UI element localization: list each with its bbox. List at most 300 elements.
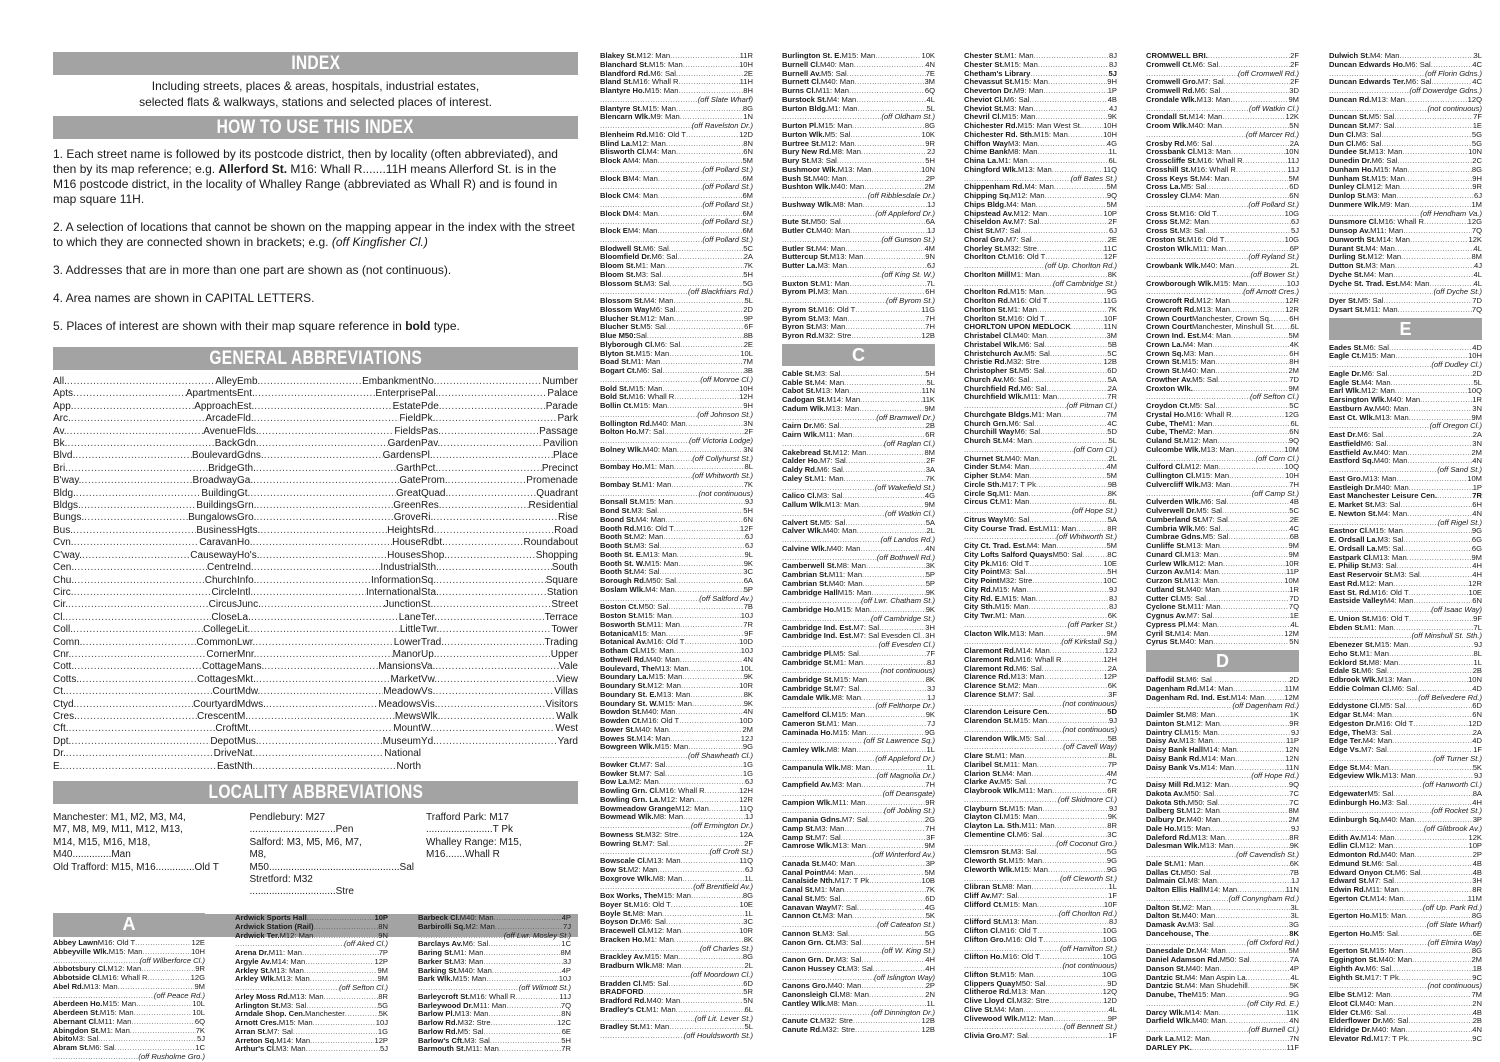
entry-name: Bury New Rd. <box>782 147 832 157</box>
dot-leader <box>1034 420 1107 429</box>
entry-locality: M12: Man <box>107 964 142 974</box>
entry-locality: M6: Sal <box>1361 368 1388 378</box>
abbreviation-value: Upper <box>550 648 578 660</box>
entry-locality: M6: Sal <box>643 243 669 253</box>
entry-map-ref: 12M <box>1284 692 1299 702</box>
entry-map-ref: 9M <box>924 841 935 851</box>
entry-name: Churchfield Rd. <box>964 383 1021 393</box>
entry-locality: M6: Sal <box>1200 497 1227 507</box>
abbreviation-row <box>53 488 237 500</box>
entry-locality: M16: Old T <box>636 523 674 533</box>
entry-map-ref: 8J <box>1108 917 1117 927</box>
dot-leader <box>863 253 925 262</box>
dot-leader <box>1399 886 1472 895</box>
entry-locality: M14: Man <box>1188 112 1223 122</box>
entry-name: Chiseldon Av. <box>964 217 1014 227</box>
entry-locality: M8: Man <box>1368 657 1399 667</box>
dot-leader <box>74 562 207 574</box>
dot-leader <box>1043 87 1107 96</box>
entry-locality: M16: Whall R <box>1190 164 1236 174</box>
entry-map-ref: 2F <box>1290 59 1299 69</box>
abbreviation-key: Cott. <box>53 661 75 673</box>
abbreviation-row <box>421 637 578 649</box>
entry-map-ref: 1B <box>1472 963 1482 973</box>
dot-leader <box>488 1010 561 1019</box>
index-subnote-text: (off Oxford Rd.) <box>1246 937 1299 947</box>
index-column-blakey <box>600 52 753 1041</box>
entry-map-ref: 12K <box>1468 832 1482 842</box>
entry-name: Barleycroft St. <box>418 991 470 1001</box>
entry-name: Booth St. <box>600 541 634 550</box>
dot-leader <box>433 723 556 735</box>
dot-leader <box>439 562 552 574</box>
entry-name: Burlington St. E. <box>782 51 842 60</box>
abbreviation-row <box>237 537 421 549</box>
entry-locality: M11: Man <box>1192 243 1227 253</box>
dot-leader <box>1413 720 1468 729</box>
entry-name: Burnell Cl. <box>782 59 820 69</box>
dot-leader <box>1045 980 1107 989</box>
dot-leader <box>437 649 551 661</box>
entry-name: Burton Bldg. <box>782 103 828 113</box>
dot-leader <box>67 426 204 438</box>
abbreviation-row <box>237 736 421 748</box>
dot-leader <box>679 717 739 726</box>
entry-name: Blind La. <box>600 138 633 148</box>
entry-map-ref: 10G <box>1284 208 1299 218</box>
abbreviation-row <box>53 661 237 673</box>
abbreviation-key: Pal. <box>421 388 439 400</box>
entry-name: Cheviot St. <box>964 103 1004 113</box>
entry-name: Eastside Valley <box>1329 596 1384 606</box>
entry-name: Eddystone Cl. <box>1329 701 1380 711</box>
entry-locality: M5: Sal <box>1192 374 1218 384</box>
entry-name: Blandford Rd. <box>600 68 651 78</box>
dot-leader <box>448 488 536 500</box>
entry-name: Croston Wlk. <box>1146 243 1193 253</box>
entry-name: Crosshill St. <box>1146 164 1191 174</box>
entry-name: Dyche St. <box>1329 269 1364 279</box>
dot-leader <box>1381 131 1472 140</box>
entry-name: Dakota Av. <box>1146 788 1185 798</box>
entry-map-ref: 7M <box>742 357 753 367</box>
entry-map-ref: 10M <box>1284 444 1299 454</box>
entry-map-ref: 2L <box>1290 261 1299 270</box>
entry-locality: M11: Man <box>828 570 863 579</box>
entry-name: Cantley Wlk. <box>782 998 828 1008</box>
entry-map-ref: 11Q <box>739 803 753 813</box>
abbreviation-key: Dpt. <box>53 735 72 747</box>
abbreviation-value: Residential <box>528 500 578 512</box>
abbreviation-key: Bus. <box>53 524 74 536</box>
dot-leader <box>437 525 555 537</box>
entry-map-ref: 9K <box>925 605 935 614</box>
abbreviation-key: Intl. <box>237 586 254 598</box>
dot-leader <box>1029 472 1106 481</box>
entry-name: Butler St. <box>782 243 816 253</box>
entry-name: Choral Gro. <box>964 234 1006 244</box>
entry-locality: M3: Sal <box>811 156 837 165</box>
entry-name: Blencarn Wlk. <box>600 112 651 122</box>
dot-leader <box>853 1017 922 1026</box>
entry-locality: M1: Man <box>1031 409 1062 419</box>
entry-locality: M5: Sal <box>1372 928 1398 938</box>
entry-locality: M4: Man <box>628 156 658 165</box>
dot-leader <box>691 892 743 901</box>
dot-leader <box>705 787 739 796</box>
locality-line: M14, M15, M16, M18, M40..............Man <box>53 836 151 861</box>
abbreviation-key: C'way. <box>53 549 82 561</box>
dot-leader <box>857 904 925 913</box>
entry-locality: M16: Old T <box>1371 613 1410 623</box>
entry-name: Chippenham Rd. <box>964 182 1025 192</box>
abbreviation-value: Garden <box>387 438 421 450</box>
abbreviation-key: Bldg. <box>53 487 76 499</box>
dot-leader <box>676 148 743 157</box>
entry-map-ref: 3A <box>925 465 935 474</box>
entry-name: Burnell Av. <box>782 68 821 78</box>
dot-leader <box>1221 603 1289 612</box>
entry-name: Cannon Ct. <box>782 911 823 921</box>
abbreviation-row <box>53 525 237 537</box>
entry-map-ref: 9J <box>1108 584 1117 594</box>
dot-leader <box>84 512 188 524</box>
entry-name: East Gro. <box>1329 473 1363 483</box>
dot-leader <box>860 396 922 405</box>
entry-locality: M16: Old T <box>1371 587 1409 597</box>
entry-name: Boston St. <box>600 611 638 620</box>
locality-column <box>53 812 223 899</box>
entry-name: Cambridge Ind. Est. <box>782 622 854 632</box>
dot-leader <box>1407 449 1471 458</box>
entry-name: Dainton St. <box>1146 718 1187 728</box>
dot-leader <box>1394 122 1472 131</box>
entry-locality: M5: Sal <box>1180 182 1207 192</box>
dot-leader <box>73 388 186 400</box>
entry-name: Daisy Bank Hall <box>1146 745 1203 754</box>
entry-name: Box Works, The <box>600 891 658 900</box>
entry-name: Culverwell Dr. <box>1146 506 1197 515</box>
index-subnote-text: (off King St. W.) <box>881 269 935 279</box>
entry-locality: M4: Man <box>1362 710 1392 719</box>
dot-leader <box>1082 122 1103 131</box>
entry-map-ref: 1C <box>561 939 571 949</box>
entry-name: Culcombe Wlk. <box>1146 444 1201 454</box>
entry-locality: M4: Man <box>1359 762 1389 772</box>
entry-locality: M8: Man <box>632 908 663 918</box>
abbreviation-value: Street <box>551 599 578 611</box>
entry-name: Dutton St. <box>1329 261 1366 270</box>
entry-locality: M40: Man <box>1359 998 1394 1008</box>
dot-leader <box>866 562 926 571</box>
entry-name: Crystal Ho. <box>1146 409 1187 419</box>
entry-locality: M8: Man <box>836 561 866 571</box>
index-subnote-text: (off Conyngham Rd.) <box>1228 893 1299 903</box>
entry-map-ref: 11N <box>1103 322 1117 332</box>
entry-name: Cakebread St. <box>782 447 833 457</box>
entry-name: Echo St. <box>1329 648 1360 658</box>
dot-leader <box>1403 947 1472 956</box>
entry-locality: M13: Man <box>1186 541 1220 550</box>
entry-map-ref: 9M <box>924 500 935 509</box>
entry-name: Cyclone St. <box>1146 602 1188 612</box>
entry-name: City Twr. <box>964 611 996 620</box>
entry-name: Dancehouse, The <box>1146 928 1209 938</box>
entry-name: City Point <box>964 567 1000 577</box>
entry-map-ref: 10J <box>1286 278 1299 288</box>
entry-name: Barleywood Dr. <box>418 1000 474 1010</box>
entry-map-ref: 6L <box>1108 156 1117 165</box>
dot-leader <box>1397 157 1472 166</box>
entry-map-ref: 11N <box>921 386 935 396</box>
abbreviation-row <box>53 624 237 636</box>
entry-locality: M15: Man <box>1013 716 1048 725</box>
abbreviation-value: Trading <box>544 636 578 648</box>
dot-leader <box>74 537 200 549</box>
abbreviation-row <box>237 612 421 624</box>
dot-leader <box>251 612 399 624</box>
dot-leader <box>1024 752 1108 761</box>
entry-map-ref: 6J <box>744 777 753 787</box>
dot-leader <box>680 621 743 630</box>
entry-map-ref: 5H <box>743 269 753 279</box>
dot-leader <box>665 770 743 779</box>
abbreviation-key: Mnr. <box>237 648 257 660</box>
entry-name: Bowring St. <box>600 838 643 848</box>
entry-map-ref: 6J <box>744 541 753 550</box>
entry-locality: M12: Man <box>1186 718 1220 728</box>
entry-map-ref: 7C <box>1289 788 1299 798</box>
entry-locality: M13: Man <box>1196 94 1231 104</box>
entry-map-ref: 2L <box>926 526 935 536</box>
entry-locality: M15: Man <box>1034 129 1068 139</box>
dot-leader <box>1400 501 1472 510</box>
entry-name: Cross La. <box>1146 182 1181 192</box>
entry-name: Camp St. <box>782 823 815 833</box>
entry-locality: M15: Man <box>1373 164 1408 174</box>
entry-map-ref: 6N <box>1472 710 1482 719</box>
dot-leader <box>1229 781 1289 790</box>
entry-name: Bowes St. <box>600 733 637 743</box>
entry-name: Dallas Ct. <box>1146 867 1181 877</box>
index-subnote-text: (off Landos Rd.) <box>880 535 935 544</box>
entry-locality: M13: Man <box>1010 672 1045 682</box>
entry-locality: M7: Sal <box>1202 514 1228 524</box>
dot-leader <box>840 370 925 379</box>
abbreviation-key: Pct. <box>421 462 439 474</box>
entry-locality: M16: Old T <box>817 304 856 314</box>
entry-name: Caldy Rd. <box>782 465 818 474</box>
entry-name: Bute St. <box>782 217 811 227</box>
abbreviation-key: Emb. <box>237 376 261 387</box>
entry-locality: M1: Man <box>1004 51 1034 60</box>
entry-name: Ardwick Sports Hall <box>235 913 307 922</box>
entry-map-ref: 5M <box>1106 199 1117 209</box>
abbreviation-row <box>53 649 237 661</box>
entry-map-ref: 8M <box>560 948 571 957</box>
entry-locality: M15: Man <box>648 672 683 682</box>
entry-name: Bradford Rd. <box>600 996 647 1005</box>
abbreviation-key: Vs. <box>421 686 436 698</box>
entry-locality: M50: Sal <box>1219 955 1250 964</box>
entry-map-ref: 6N <box>743 514 753 524</box>
entry-locality: M50: Sal <box>1184 788 1215 798</box>
entry-name: Barlow Pl. <box>418 1009 455 1019</box>
entry-map-ref: 9K <box>1289 841 1299 851</box>
entry-locality: M15: Man <box>1176 823 1211 833</box>
entry-map-ref: 5J <box>1108 68 1117 78</box>
dot-leader <box>1061 411 1106 420</box>
entry-map-ref: 5K <box>378 1009 388 1019</box>
dot-leader <box>1050 350 1107 359</box>
entry-map-ref: 7P <box>1107 759 1117 769</box>
entry-locality: M12: Man <box>1359 841 1394 851</box>
entry-name: Blossom St. <box>600 278 644 288</box>
entry-locality: M5: Sal <box>1019 733 1046 743</box>
dot-leader <box>852 122 925 131</box>
dot-leader <box>66 748 214 760</box>
dot-leader <box>439 624 551 636</box>
entry-locality: M7: Sal Evesden Cl <box>853 631 920 641</box>
entry-locality: M3: Man <box>1365 261 1395 270</box>
dot-leader <box>1420 396 1472 405</box>
entry-locality: M2: Man <box>1179 217 1209 227</box>
entry-locality: M12: Man <box>1013 208 1048 218</box>
dot-leader <box>1230 297 1285 306</box>
abbreviation-row <box>237 637 421 649</box>
abbreviation-row <box>53 475 237 487</box>
entry-name: Booth St. <box>600 567 634 577</box>
entry-name: Booth Rd. <box>600 523 637 533</box>
entry-map-ref: 5L <box>926 103 935 113</box>
entry-name: Daisy Bank Rd. <box>1146 753 1202 763</box>
entry-map-ref: 1L <box>926 998 935 1008</box>
entry-name: Clemsron St. <box>964 847 1011 857</box>
entry-name: Bowmead Wlk. <box>600 812 654 822</box>
dot-leader <box>435 413 557 425</box>
dot-leader <box>255 637 393 649</box>
entry-map-ref: 8L <box>744 462 753 472</box>
dot-leader <box>141 965 195 974</box>
index-subnote-text: (off Pitman Cl.) <box>1066 401 1117 410</box>
entry-map-ref: 9Q <box>1106 191 1117 200</box>
dot-leader <box>1212 341 1289 350</box>
abbreviation-key: Sth. <box>421 562 439 574</box>
entry-map-ref: 9G <box>924 727 935 737</box>
entry-locality: M3: Sal <box>1377 535 1404 544</box>
entry-map-ref: 9J <box>1290 727 1299 737</box>
dot-leader <box>1395 245 1474 254</box>
entry-map-ref: 10D <box>739 637 753 647</box>
entry-map-ref: 5B <box>1107 339 1117 349</box>
abbreviation-key: Ctyd. <box>53 698 77 710</box>
entry-locality: M13: Man <box>270 965 304 975</box>
entry-locality: M40: Man <box>1181 366 1216 375</box>
entry-map-ref: 4N <box>925 59 935 69</box>
entry-name: Dalton St. <box>1146 911 1182 921</box>
entry-locality: M16: Old T <box>648 129 686 139</box>
entry-name: Crondall St. <box>1146 112 1189 122</box>
entry-name: Block A <box>600 156 628 165</box>
abbreviation-value: Palace <box>547 388 578 400</box>
entry-map-ref: 12H <box>739 392 753 402</box>
entry-locality: M32: Stre <box>822 1025 856 1034</box>
entry-locality: M1: Man <box>826 718 857 728</box>
entry-map-ref: 12G <box>190 973 205 982</box>
entry-locality: M13: Man <box>825 500 859 509</box>
abbreviation-row <box>237 488 421 500</box>
abbreviation-key: Quad. <box>421 487 449 499</box>
dot-leader <box>491 1019 557 1028</box>
entry-name: Bolney Wlk. <box>600 444 644 454</box>
entry-map-ref: 1J <box>744 812 753 822</box>
entry-map-ref: 4L <box>1290 972 1299 982</box>
entry-map-ref: 9J <box>1473 640 1482 649</box>
entry-locality: M40: Man <box>819 59 854 69</box>
dot-leader <box>867 676 925 685</box>
dot-leader <box>1212 428 1289 437</box>
entry-map-ref: 2J <box>926 147 935 157</box>
entry-locality: M40: Man <box>458 965 492 975</box>
entry-map-ref: 3C <box>743 917 753 927</box>
dot-leader <box>73 525 196 537</box>
index-subnote-text: (off Watkin Cl.) <box>1248 103 1299 113</box>
entry-map-ref: 12G <box>1467 217 1482 227</box>
index-subnote-text: (off Oregon Cl.) <box>1429 421 1482 431</box>
abbreviation-row <box>237 674 421 686</box>
entry-name: Blossom St. <box>600 296 644 305</box>
entry-name: Egerton Ho. <box>1329 928 1373 938</box>
entry-locality: M13: Man <box>1191 832 1225 842</box>
index-subnote-text: (off W. King St.) <box>881 946 935 956</box>
dot-leader <box>1054 183 1107 192</box>
entry-locality: M40: Man <box>1200 261 1235 270</box>
entry-locality: M5: Sal <box>1180 593 1206 603</box>
entry-locality: M12: Man <box>1183 436 1218 445</box>
entry-locality: M6: Sal <box>1192 59 1219 69</box>
abbreviation-value: North <box>396 760 421 772</box>
entry-name: Chichester Rd. Sth. <box>964 129 1035 139</box>
entry-locality: M11: Man <box>832 797 866 807</box>
entry-map-ref: 1E <box>1289 611 1299 620</box>
entry-map-ref: 9R <box>195 964 205 974</box>
entry-name: Chester St. <box>964 59 1005 69</box>
entry-locality: M40: Man <box>1373 447 1408 457</box>
section-letter-heading: A <box>53 913 205 935</box>
entry-locality: M14: Man <box>271 956 306 966</box>
entry-name: Blossom Way <box>600 304 650 314</box>
abbreviation-value: Manor <box>392 648 421 660</box>
entry-name: Curzon Av. <box>1146 567 1185 577</box>
entry-map-ref: 8C <box>1107 549 1117 559</box>
abbreviation-row <box>237 500 421 512</box>
entry-name: Bush St. <box>782 173 813 183</box>
entry-name: Danube, The <box>1146 990 1192 999</box>
entry-map-ref: 6K <box>1107 681 1117 690</box>
entry-locality: M16: Old T <box>1007 313 1045 323</box>
entry-locality: M11: Man <box>1021 821 1055 830</box>
index-subnote-text: (off Victoria Lodge) <box>688 436 753 445</box>
entry-map-ref: 3H <box>925 622 935 632</box>
dot-leader <box>1407 166 1471 175</box>
entry-map-ref: 2N <box>1472 998 1482 1008</box>
abbreviation-value: Gardens <box>382 450 421 462</box>
entry-map-ref: 10P <box>1103 208 1117 218</box>
entry-map-ref: 6L <box>1108 497 1117 507</box>
dot-leader <box>674 315 744 324</box>
entry-locality: M3: Man <box>822 911 853 921</box>
entry-name: Caley St. <box>782 473 815 483</box>
